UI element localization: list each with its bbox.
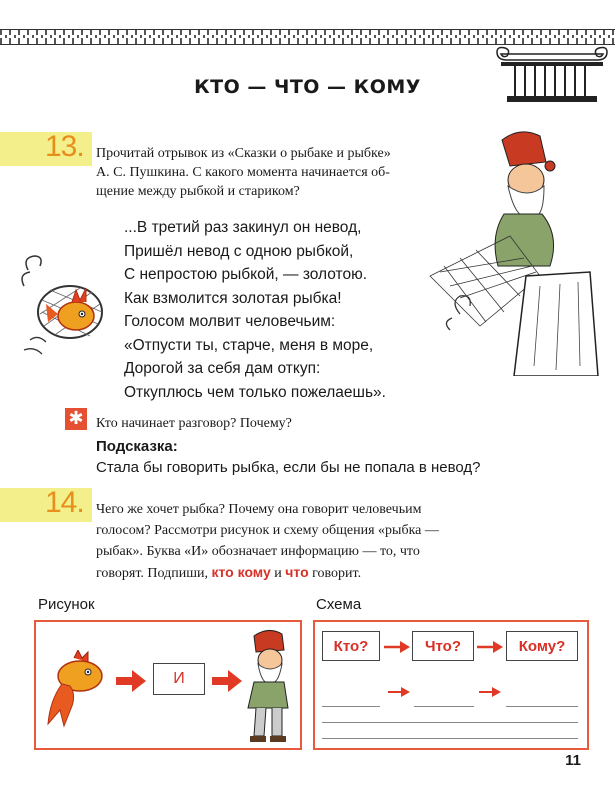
- task-14-line-start: говорят. Подпиши,: [96, 566, 208, 581]
- scheme-box-chto: Что?: [412, 631, 474, 661]
- poem-line: ...В третий раз закинул он невод,: [124, 219, 362, 236]
- task-14-line-end: говорит.: [312, 566, 362, 581]
- page-number: 11: [565, 752, 581, 769]
- answer-line: [322, 722, 578, 723]
- highlight-kto-komu: кто кому: [211, 564, 271, 580]
- poem-line: С непростою рыбкой, — золотою.: [124, 266, 368, 283]
- answer-line: [506, 706, 578, 707]
- arrow-right-icon: [477, 641, 503, 653]
- arrow-right-icon: [479, 687, 501, 697]
- answer-line: [322, 738, 578, 739]
- poem-line: Голосом молвит человечьим:: [124, 313, 336, 330]
- poem-line: «Отпусти ты, старче, меня в море,: [124, 336, 374, 354]
- task-13-question: Кто начинает разговор? Почему?: [96, 416, 292, 431]
- highlight-chto: что: [285, 564, 309, 580]
- scheme-label: Схема: [316, 596, 362, 613]
- hint-text: Стала бы говорить рыбка, если бы не попала в невод?: [96, 459, 481, 476]
- scheme-box-kto: Кто?: [322, 631, 380, 661]
- arrow-right-icon: [384, 641, 410, 653]
- task-14-line: Чего же хочет рыбка? Почему она говорит человечьим: [96, 502, 422, 517]
- arrow-right-icon: [388, 687, 410, 697]
- arrow-right-icon: [116, 670, 146, 692]
- poem-excerpt: [124, 216, 386, 404]
- arrow-right-icon: [212, 670, 242, 692]
- task-13-intro: [96, 144, 391, 201]
- poem-line: Как взмолится золотая рыбка!: [124, 289, 342, 307]
- fisherman-illustration: [240, 628, 296, 746]
- task-13-intro-line: А. С. Пушкина. С какого момента начинается об-: [96, 165, 390, 180]
- poem-line: Откуплюсь чем только пожелаешь».: [124, 383, 386, 401]
- star-icon: ✱: [65, 408, 87, 430]
- poem-line: Пришёл невод с одною рыбкой,: [124, 242, 354, 260]
- fish-in-net-illustration: [20, 250, 120, 360]
- task-13-intro-line: щение между рыбкой и стариком?: [96, 184, 300, 199]
- task-14-line: рыбак». Буква «И» обозначает информацию — то, что: [96, 544, 420, 559]
- hint-label: Подсказка:: [96, 438, 178, 455]
- answer-line: [414, 706, 474, 707]
- poem-line: Дорогой за себя дам откуп:: [124, 360, 321, 377]
- goldfish-illustration: [40, 650, 114, 730]
- task-13-intro-line: Прочитай отрывок из «Сказки о рыбаке и рыбке»: [96, 146, 391, 161]
- task-14-line: голосом? Рассмотри рисунок и схему общения «рыбка —: [96, 523, 439, 538]
- info-box: И: [153, 663, 205, 695]
- task-14-text: [96, 499, 439, 584]
- task-13-number: 13.: [45, 130, 84, 163]
- old-man-with-net-illustration: [420, 126, 610, 376]
- answer-line: [322, 706, 380, 707]
- greek-border: [0, 29, 615, 45]
- picture-label: Рисунок: [38, 596, 95, 613]
- conjunction: и: [274, 566, 282, 581]
- task-14-last-line: [96, 562, 439, 584]
- page-title: КТО — ЧТО — КОМУ: [194, 76, 421, 98]
- scheme-box-komu: Кому?: [506, 631, 578, 661]
- task-14-number: 14.: [45, 486, 84, 519]
